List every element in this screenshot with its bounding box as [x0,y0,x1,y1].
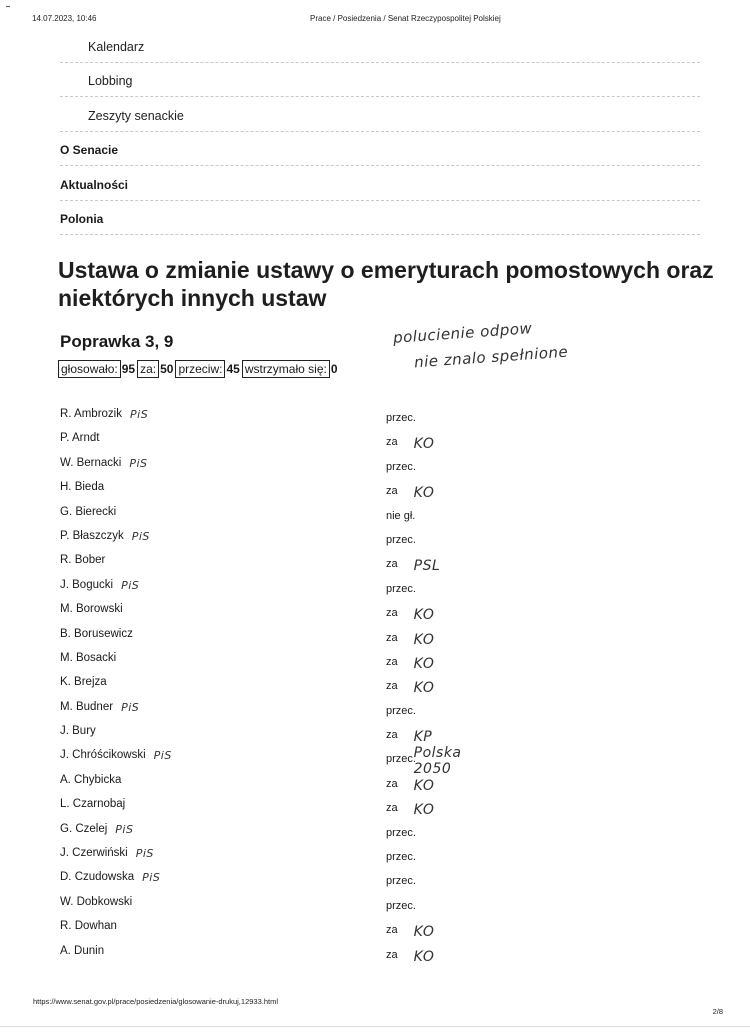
vote-row [60,404,710,428]
vote-value [386,875,416,887]
vote-value [386,802,435,819]
against-count: 45 [226,362,240,376]
abstained-label-box [242,360,330,378]
handwritten-affiliation: PiS [115,822,134,836]
senator-name-text: J. Bury [60,725,96,738]
senator-name [60,628,133,640]
vote-value [386,485,435,502]
vote-text: nie gł. [386,509,416,522]
vote-row [60,819,710,843]
senator-name [60,749,172,763]
handwritten-party: KO [413,631,435,648]
nav-item-o-senacie[interactable] [60,132,700,167]
vote-value [386,631,435,648]
senator-name-text: B. Borusewicz [60,627,133,640]
vote-value [386,510,415,522]
handwritten-note-line1: polucienie odpow [392,319,533,347]
vote-value [386,680,435,697]
vote-list [60,404,710,965]
abstained-label: wstrzymało się: [244,362,327,376]
handwritten-note-line2: nie znalo spełnione [413,342,569,372]
vote-row [60,794,710,818]
vote-value [386,851,416,863]
voted-count: 95 [121,362,136,376]
senator-name [60,920,117,932]
senator-name-text: D. Czudowska [60,871,135,884]
handwritten-party: KO [413,485,435,502]
senator-name-text: A. Dunin [60,944,105,957]
vote-row [60,843,710,867]
vote-row [60,745,710,769]
voted-label-box [58,360,121,378]
vote-value [386,705,416,717]
vote-text: za [386,729,398,742]
vote-row [60,770,710,794]
vote-text: przec. [386,875,416,888]
amendment-title: Poprawka 3, 9 [60,332,174,351]
senator-name-text: M. Budner [60,700,114,713]
against-label-box [175,360,225,378]
page-url: https://www.senat.gov.pl/prace/posiedzenia/glosowanie-drukuj,12933.html [33,997,279,1006]
vote-value [386,924,435,941]
vote-text: przec. [386,533,416,546]
nav-item-label: Polonia [60,212,104,226]
vote-row [60,916,710,940]
for-label: za: [140,362,157,376]
senator-name-text: G. Bierecki [60,505,117,518]
senator-name-text: M. Bosacki [60,651,117,664]
vote-row [60,599,710,623]
vote-value [386,900,416,912]
senator-name [60,408,149,421]
vote-value [386,583,416,595]
vote-value [386,558,441,575]
page-number: 2/8 [712,1007,723,1016]
vote-row [60,672,710,696]
handwritten-affiliation: PiS [129,456,148,470]
vote-text: za [386,485,398,498]
for-count: 50 [160,362,174,376]
vote-summary [58,360,338,378]
vote-row [60,867,710,891]
vote-text: za [386,607,398,620]
senator-name-text: R. Ambrozik [60,408,122,420]
against-label: przeciw: [178,362,223,376]
vote-row [60,575,710,599]
senator-name-text: P. Błaszczyk [60,529,124,542]
senator-name-text: W. Bernacki [60,456,122,469]
senator-name-text: H. Bieda [60,481,105,494]
nav-item-label: Aktualności [60,177,129,192]
senator-name [60,456,148,470]
for-label-box [137,360,159,378]
vote-row [60,428,710,452]
page-title: Ustawa o zmianie ustawy o emeryturach pomostowych oraz niektórych innych ustaw [58,257,714,311]
vote-text: przec. [386,460,416,473]
handwritten-party: KO [413,802,435,819]
senator-name [60,578,140,592]
senator-name [60,652,116,664]
senator-name [60,822,134,836]
vote-value [386,461,416,473]
vote-row [60,453,710,477]
senator-name-text: J. Bogucki [60,578,114,591]
senator-name-text: P. Arndt [60,432,100,445]
vote-row [60,526,710,550]
senator-name [60,725,96,737]
nav-item-label: Lobbing [88,74,133,88]
senator-name [60,945,104,957]
vote-value [386,655,435,672]
vote-text: przec. [386,753,416,766]
senator-name [60,676,107,688]
nav-item-aktualnosci[interactable] [60,166,700,201]
handwritten-party: KP Polska 2050 [413,729,462,778]
vote-text: za [386,948,398,961]
nav-item-label: Kalendarz [88,39,145,54]
print-page-title: Prace / Posiedzenia / Senat Rzeczypospolitej Polskiej [310,14,501,23]
vote-row [60,697,710,721]
vote-row [60,624,710,648]
vote-value [386,607,435,624]
vote-text: za [386,802,398,815]
print-datetime: 14.07.2023, 10:46 [32,14,97,23]
vote-text: za [386,558,398,571]
senator-name [60,700,140,714]
scan-mark [6,6,10,7]
handwritten-affiliation: PiS [121,700,140,714]
print-header [0,10,750,30]
nav-item-zeszyty-senackie[interactable] [60,97,700,132]
nav-item-kalendarz[interactable] [60,28,700,63]
nav-item-polonia[interactable] [60,201,700,236]
vote-value [386,412,416,424]
senator-name [60,896,132,908]
senator-name [60,554,105,566]
vote-text: za [386,680,398,693]
handwritten-party: KO [413,680,435,697]
handwritten-affiliation: PiS [131,529,150,543]
handwritten-affiliation: PiS [130,408,149,421]
handwritten-party: KO [413,948,435,965]
handwritten-affiliation: PiS [142,871,161,885]
senator-name [60,871,161,885]
print-footer [33,997,723,1016]
vote-row [60,941,710,965]
handwritten-party: PSL [413,558,441,575]
vote-text: za [386,655,398,668]
senator-name-text: J. Czerwiński [60,847,128,860]
vote-text: przec. [386,899,416,912]
senator-name-text: A. Chybicka [60,773,122,786]
navigation-menu [60,28,700,235]
vote-text: przec. [386,582,416,595]
vote-row [60,550,710,574]
senator-name-text: J. Chróścikowski [60,749,146,762]
nav-item-label: Zeszyty senackie [88,108,184,123]
senator-name-text: K. Brejza [60,676,107,689]
vote-text: przec. [386,826,416,839]
vote-value [386,827,416,839]
vote-row [60,892,710,916]
vote-text: za [386,924,398,937]
abstained-count: 0 [330,362,338,376]
vote-row [60,502,710,526]
vote-text: za [386,777,398,790]
senator-name [60,847,154,861]
handwritten-affiliation: PiS [121,578,140,592]
handwritten-affiliation: PiS [153,749,172,763]
handwritten-party: KO [413,655,435,672]
bottom-divider [0,1026,750,1027]
voted-label: głosowało: [61,362,118,376]
handwritten-party: KO [413,607,435,624]
vote-row [60,477,710,501]
vote-text: przec. [386,704,416,717]
senator-name-text: M. Borowski [60,603,123,616]
handwritten-party: KO [413,924,435,941]
handwritten-party: KO [413,777,435,794]
vote-text: przec. [386,412,416,424]
senator-name [60,481,104,493]
vote-value [386,948,435,965]
handwritten-affiliation: PiS [135,847,154,861]
vote-text: za [386,631,398,644]
senator-name [60,774,121,786]
vote-value [386,534,416,546]
handwritten-party: KO [413,436,435,453]
nav-item-lobbing[interactable] [60,63,700,98]
senator-name [60,529,150,543]
senator-name-text: W. Dobkowski [60,895,133,908]
senator-name [60,603,123,615]
senator-name-text: R. Bober [60,554,106,567]
nav-item-label: O Senacie [60,143,119,157]
senator-name [60,432,99,444]
senator-name [60,506,116,518]
senator-name [60,798,125,810]
senator-name-text: L. Czarnobaj [60,798,126,811]
vote-value [386,777,435,794]
vote-row [60,648,710,672]
vote-text: przec. [386,851,416,864]
vote-value [386,753,416,765]
senator-name-text: G. Czelej [60,822,108,835]
senator-name-text: R. Dowhan [60,920,117,933]
vote-text: za [386,436,398,449]
vote-value [386,436,435,453]
